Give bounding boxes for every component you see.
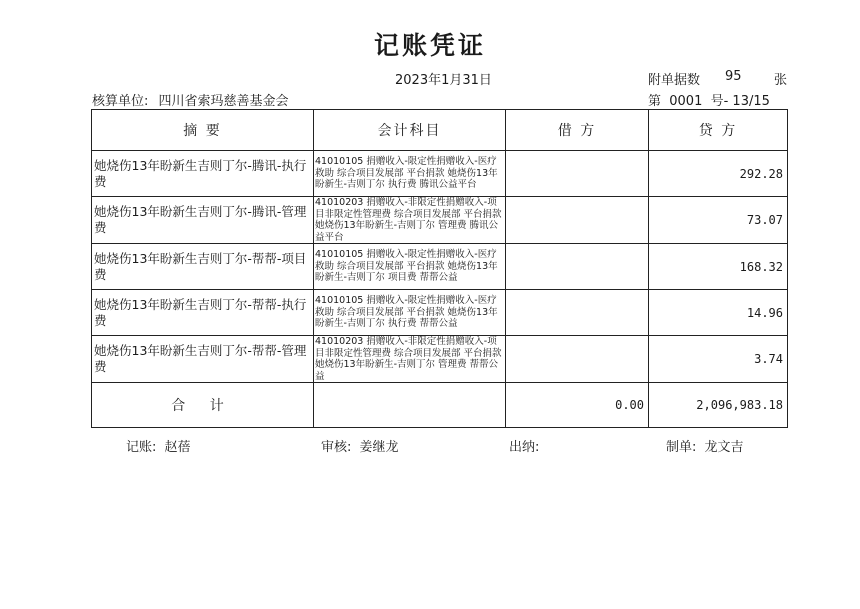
row-debit xyxy=(506,197,649,244)
header-summary: 摘 要 xyxy=(92,110,314,151)
voucher-date: 2023年1月31日 xyxy=(395,73,492,88)
row-credit: 292.28 xyxy=(649,151,788,197)
preparer-name: 龙文吉 xyxy=(704,440,744,455)
table-header-row xyxy=(92,110,788,151)
attachments-label: 附单据数 xyxy=(648,73,701,88)
row-credit: 14.96 xyxy=(649,290,788,336)
row-debit xyxy=(506,290,649,336)
footer-cashier xyxy=(509,436,543,455)
bookkeeper-name: 赵蓓 xyxy=(164,440,191,455)
total-row xyxy=(92,383,788,428)
row-debit xyxy=(506,151,649,197)
row-summary: 她烧伤13年盼新生吉则丁尔-腾讯-管理费 xyxy=(92,197,314,244)
row-account: 41010105 捐赠收入-限定性捐赠收入-医疗救助 综合项目发展部 平台捐款 她烧伤13年盼新生-吉则丁尔 执行费 帮帮公益 xyxy=(314,290,506,336)
total-credit: 2,096,983.18 xyxy=(649,383,788,428)
table-row xyxy=(92,197,788,244)
footer-reviewer xyxy=(321,436,399,455)
preparer-label: 制单: xyxy=(666,440,697,455)
reviewer-label: 审核: xyxy=(321,440,352,455)
org-line xyxy=(92,90,289,109)
row-account: 41010203 捐赠收入-非限定性捐赠收入-项目非限定性管理费 综合项目发展部 平台捐款 她烧伤13年盼新生-吉则丁尔 管理费 腾讯公益平台 xyxy=(314,197,506,244)
row-debit xyxy=(506,244,649,290)
row-credit: 168.32 xyxy=(649,244,788,290)
total-debit: 0.00 xyxy=(506,383,649,428)
cashier-label: 出纳: xyxy=(509,440,540,455)
voucher-table xyxy=(91,109,788,428)
row-summary: 她烧伤13年盼新生吉则丁尔-帮帮-执行费 xyxy=(92,290,314,336)
table-row xyxy=(92,244,788,290)
row-credit: 3.74 xyxy=(649,336,788,383)
voucher-number: 第 0001 号- 13/15 xyxy=(648,94,770,109)
footer-preparer xyxy=(666,436,744,455)
voucher-title: 记账凭证 xyxy=(373,31,486,60)
table-row xyxy=(92,151,788,197)
row-account: 41010105 捐赠收入-限定性捐赠收入-医疗救助 综合项目发展部 平台捐款 她烧伤13年盼新生-吉则丁尔 执行费 腾讯公益平台 xyxy=(314,151,506,197)
bookkeeper-label: 记账: xyxy=(126,440,157,455)
row-account: 41010105 捐赠收入-限定性捐赠收入-医疗救助 综合项目发展部 平台捐款 她烧伤13年盼新生-吉则丁尔 项目费 帮帮公益 xyxy=(314,244,506,290)
org-name: 四川省索玛慈善基金会 xyxy=(158,94,289,109)
footer-bookkeeper xyxy=(126,436,191,455)
total-account-empty xyxy=(314,383,506,428)
row-summary: 她烧伤13年盼新生吉则丁尔-帮帮-管理费 xyxy=(92,336,314,383)
attachments-count: 95 xyxy=(725,69,742,84)
header-account: 会计科目 xyxy=(314,110,506,151)
header-credit: 贷 方 xyxy=(649,110,788,151)
row-account: 41010203 捐赠收入-非限定性捐赠收入-项目非限定性管理费 综合项目发展部 平台捐款 她烧伤13年盼新生-吉则丁尔 管理费 帮帮公益 xyxy=(314,336,506,383)
row-summary: 她烧伤13年盼新生吉则丁尔-腾讯-执行费 xyxy=(92,151,314,197)
total-label: 合 计 xyxy=(92,383,314,428)
table-row xyxy=(92,290,788,336)
header-debit: 借 方 xyxy=(506,110,649,151)
row-debit xyxy=(506,336,649,383)
attachments-unit: 张 xyxy=(774,73,788,88)
reviewer-name: 姜继龙 xyxy=(359,440,399,455)
table-row xyxy=(92,336,788,383)
row-summary: 她烧伤13年盼新生吉则丁尔-帮帮-项目费 xyxy=(92,244,314,290)
row-credit: 73.07 xyxy=(649,197,788,244)
org-label: 核算单位: xyxy=(92,94,149,109)
